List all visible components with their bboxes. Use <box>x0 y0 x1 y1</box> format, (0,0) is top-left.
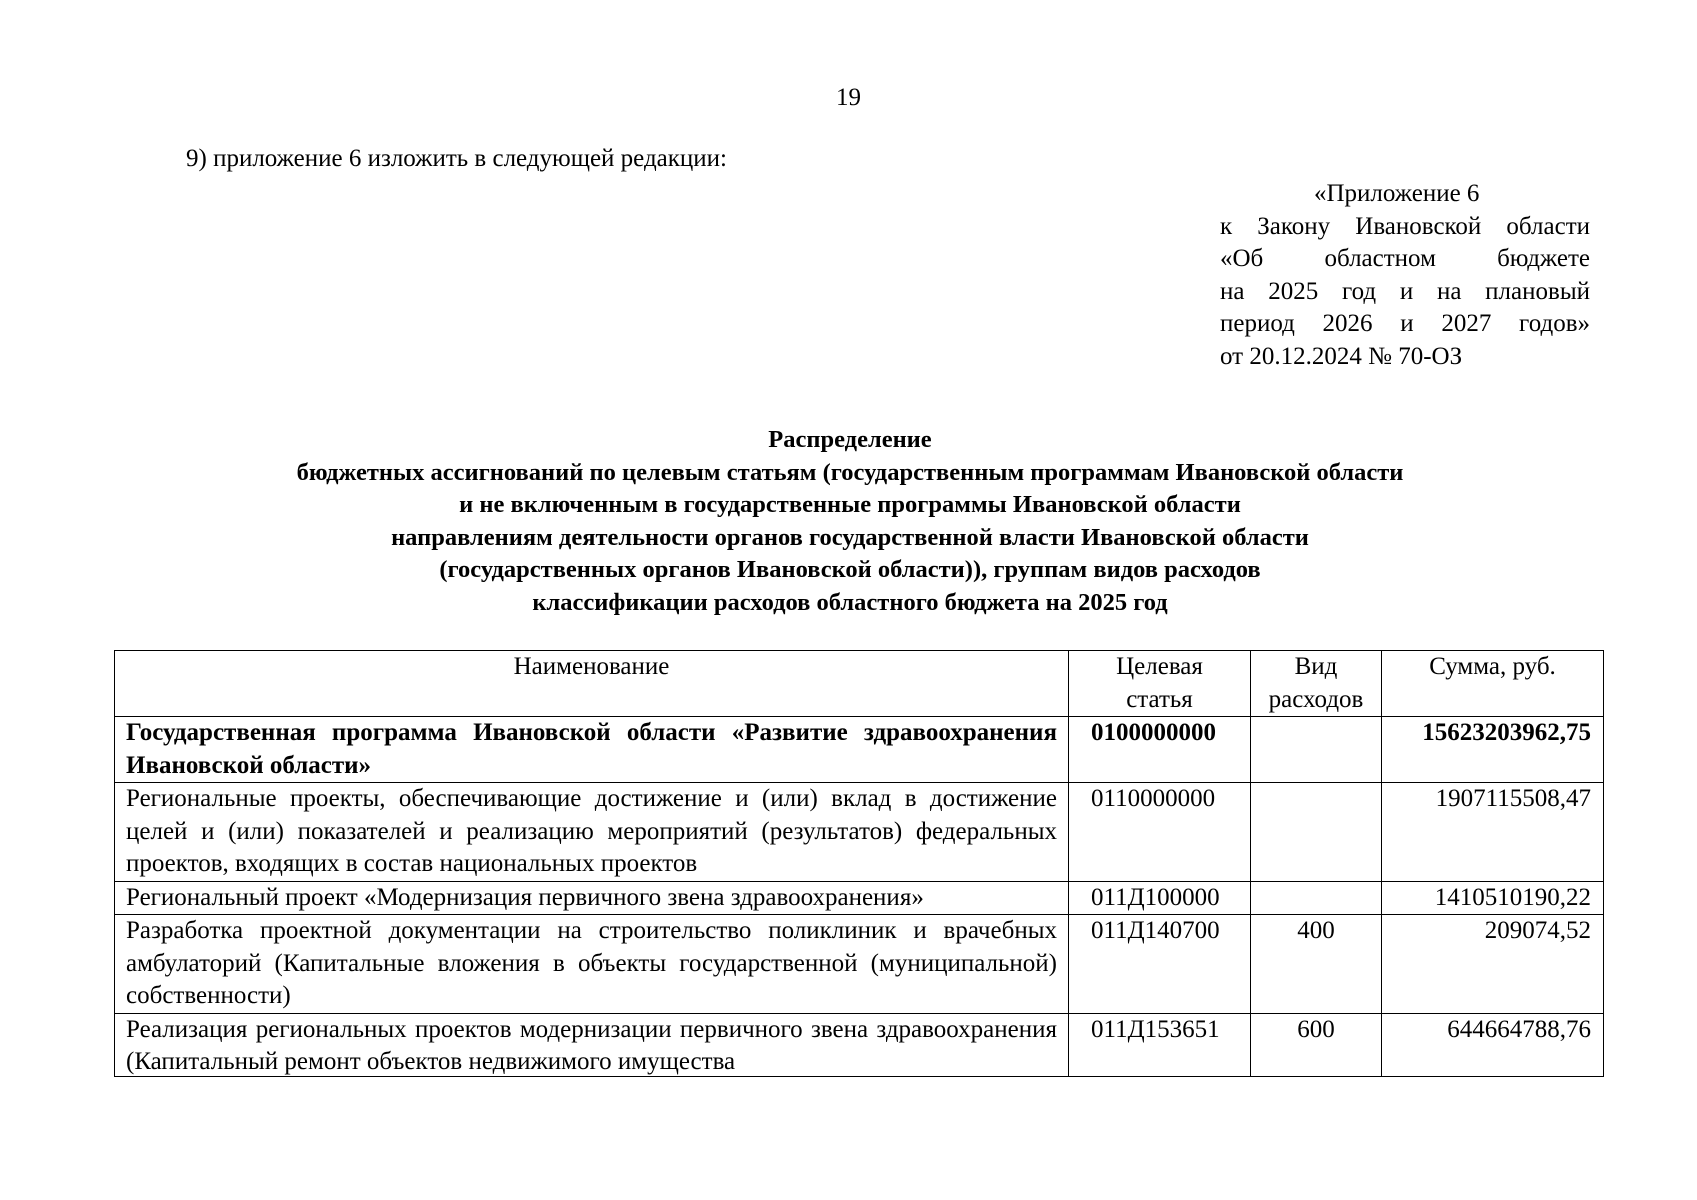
row-type <box>1251 717 1382 783</box>
page-number: 19 <box>836 84 861 111</box>
appendix-ref-line: «Приложение 6 <box>1314 180 1480 207</box>
row-code: 011Д140700 <box>1069 915 1251 1014</box>
row-type: 400 <box>1251 915 1382 1014</box>
row-code: 011Д100000 <box>1069 881 1251 915</box>
heading-line: бюджетных ассигнований по целевым статьям (государственным программам Ивановской области <box>296 458 1404 486</box>
table-row <box>115 783 1604 882</box>
row-name: Государственная программа Ивановской области «Развитие здравоохранения Ивановской области» <box>115 717 1069 783</box>
document-heading <box>150 424 1550 619</box>
row-name: Региональный проект «Модернизация первичного звена здравоохранения» <box>115 881 1069 915</box>
heading-line: классификации расходов областного бюджета на 2025 год <box>532 588 1168 616</box>
row-amount: 1907115508,47 <box>1382 783 1604 882</box>
header-code: Целевая статья <box>1069 651 1251 717</box>
row-amount: 209074,52 <box>1382 915 1604 1014</box>
intro-text: 9) приложение 6 изложить в следующей редакции: <box>186 145 727 172</box>
heading-line: Распределение <box>768 426 932 453</box>
heading-line: направлениям деятельности органов государственной власти Ивановской области <box>391 523 1309 551</box>
row-type <box>1251 881 1382 915</box>
appendix-ref-line: период 2026 и 2027 годов» <box>1220 310 1590 337</box>
header-name: Наименование <box>115 651 1069 717</box>
header-amount: Сумма, руб. <box>1382 651 1604 717</box>
row-code: 011Д153651 <box>1069 1013 1251 1076</box>
row-amount: 644664788,76 <box>1382 1013 1604 1076</box>
table-header-row <box>115 651 1604 717</box>
heading-line: и не включенным в государственные программы Ивановской области <box>459 491 1241 518</box>
row-amount: 1410510190,22 <box>1382 881 1604 915</box>
appendix-ref-line: на 2025 год и на плановый <box>1220 277 1590 305</box>
table-row <box>115 717 1604 783</box>
row-amount: 15623203962,75 <box>1382 717 1604 783</box>
table-row <box>115 915 1604 1014</box>
table-row <box>115 1013 1604 1076</box>
appendix-ref-line: к Закону Ивановской области <box>1220 212 1590 240</box>
row-code: 0110000000 <box>1069 783 1251 882</box>
appendix-ref-line: «Об областном бюджете <box>1220 245 1590 272</box>
row-type <box>1251 783 1382 882</box>
row-name: Разработка проектной документации на строительство поликлиник и врачебных амбулаторий (Капитальные вложения в объекты государственной (муниципальной) собственности) <box>115 915 1069 1014</box>
appendix-ref-line: от 20.12.2024 № 70-ОЗ <box>1220 342 1463 370</box>
header-type: Вид расходов <box>1251 651 1382 717</box>
heading-line: (государственных органов Ивановской области)), группам видов расходов <box>439 556 1261 583</box>
row-name: Реализация региональных проектов модернизации первичного звена здравоохранения (Капитальный ремонт объектов недвижимого имущества <box>126 1015 1057 1075</box>
row-code: 0100000000 <box>1069 717 1251 783</box>
row-name: Региональные проекты, обеспечивающие достижение и (или) вклад в достижение целей и (или) показателей и реализацию мероприятий (результатов) федеральных проектов, входящих в состав национальных проектов <box>115 783 1069 882</box>
row-type: 600 <box>1251 1013 1382 1076</box>
row-name-cell <box>115 1013 1069 1076</box>
appendix-reference <box>1220 178 1590 373</box>
table-row <box>115 881 1604 915</box>
budget-table <box>114 650 1604 1077</box>
